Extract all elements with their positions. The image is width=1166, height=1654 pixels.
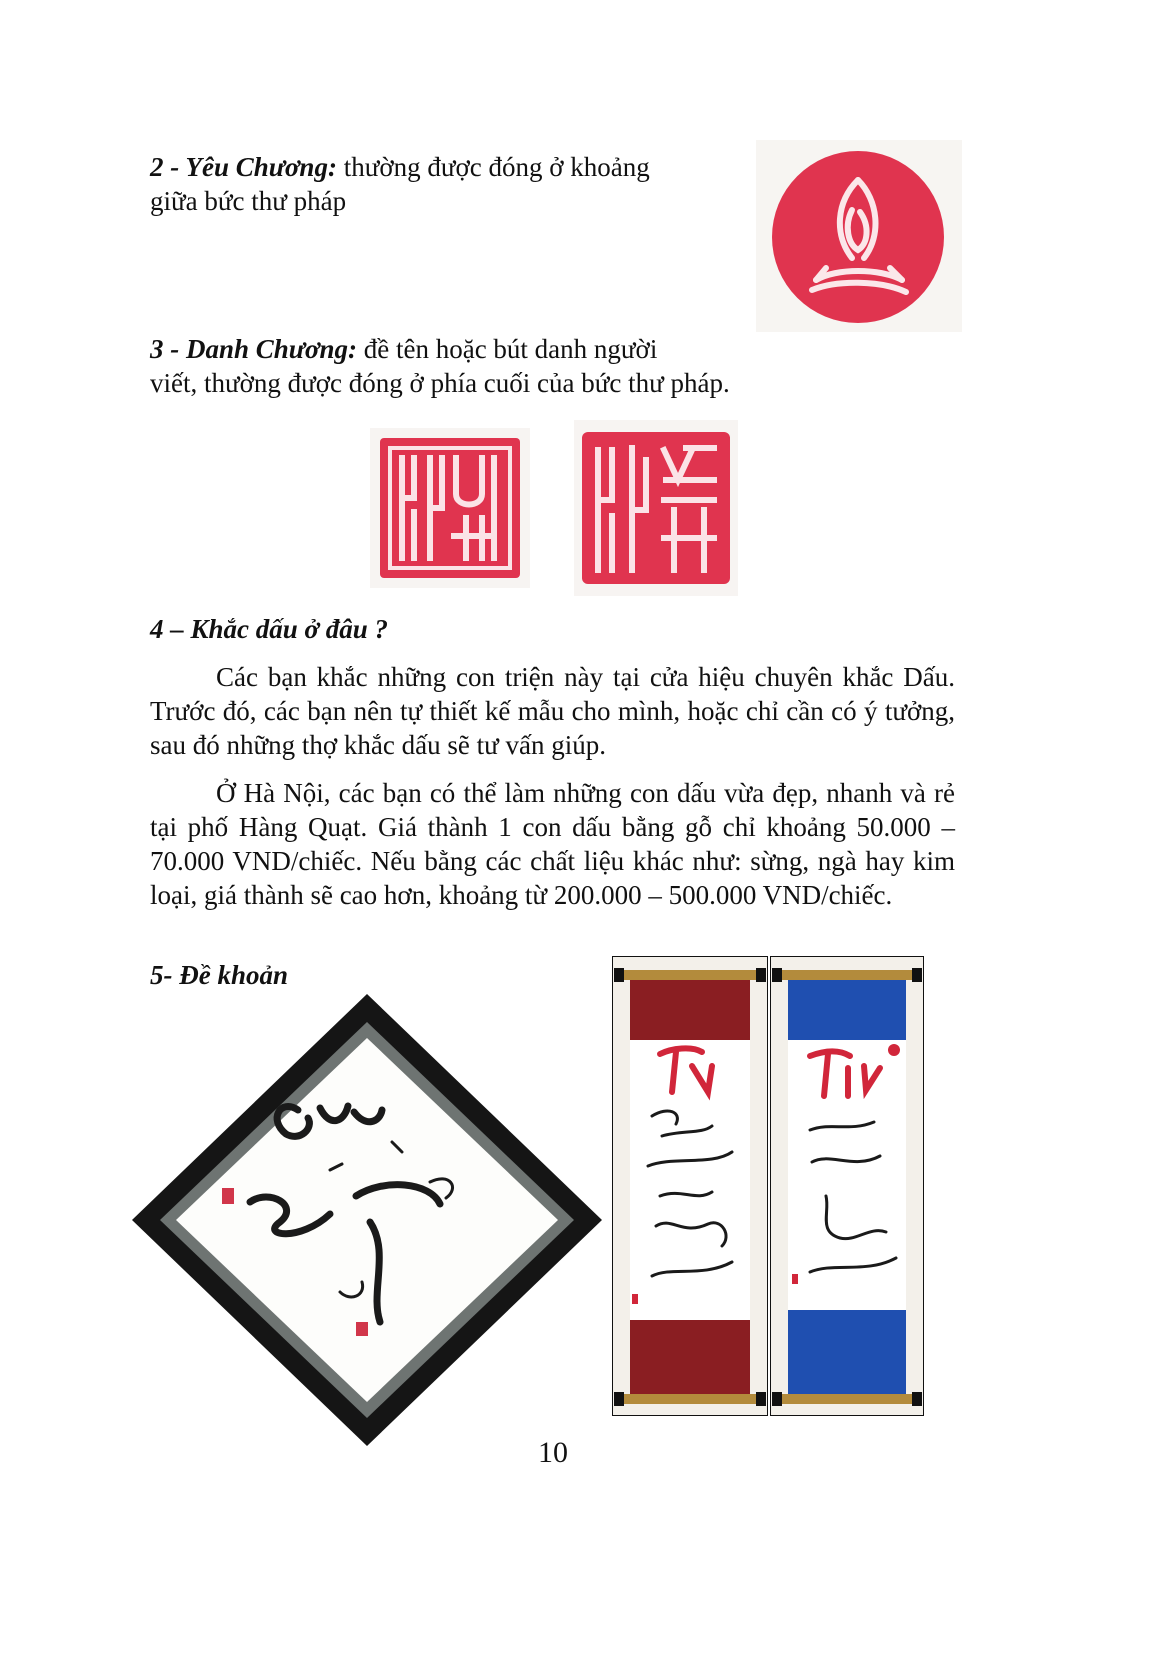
blue-scroll-image bbox=[770, 956, 924, 1416]
framed-calligraphy-image bbox=[130, 992, 604, 1448]
red-scroll-image bbox=[612, 956, 768, 1416]
section-4-paragraph-1: Các bạn khắc những con triện này tại cửa hiệu chuyên khắc Dấu. Trước đó, các bạn nên tự thiết kế mẫu cho mình, hoặc chỉ cần có ý tưởng, sau đó những thợ khắc dấu sẽ tư vấn giúp. bbox=[150, 662, 955, 760]
danh-chuong-seal-2-image bbox=[574, 420, 738, 596]
section-5-heading: 5- Đề khoản bbox=[150, 960, 289, 990]
round-seal-icon bbox=[772, 151, 944, 323]
yeu-chuong-seal-image bbox=[756, 140, 962, 332]
section-3-paragraph bbox=[150, 332, 748, 366]
danh-chuong-seal-1-image bbox=[370, 428, 530, 588]
section-3-text-line2: viết, thường được đóng ở phía cuối của bức thư pháp. bbox=[150, 368, 730, 398]
section-2-text-line1: thường được đóng ở khoảng bbox=[336, 152, 650, 182]
section-2-paragraph bbox=[150, 150, 730, 184]
section-3-text-line1: đề tên hoặc bút danh người bbox=[356, 334, 658, 364]
section-2-text-line2: giữa bức thư pháp bbox=[150, 186, 347, 216]
section-3-heading: 3 - Danh Chương: bbox=[150, 334, 357, 364]
section-4-heading: 4 – Khắc dấu ở đâu ? bbox=[150, 614, 389, 644]
section-2-heading: 2 - Yêu Chương: bbox=[150, 152, 337, 182]
page-number: 10 bbox=[538, 1436, 568, 1469]
section-4-paragraph-2: Ở Hà Nội, các bạn có thể làm những con dấu vừa đẹp, nhanh và rẻ tại phố Hàng Quạt. Giá thành 1 con dấu bằng gỗ chỉ khoảng 50.000 – 70.000 VND/chiếc. Nếu bằng các chất liệu khác như: sừng, ngà hay kim loại, giá thành sẽ cao hơn, khoảng từ 200.000 – 500.000 VND/chiếc. bbox=[150, 778, 955, 910]
